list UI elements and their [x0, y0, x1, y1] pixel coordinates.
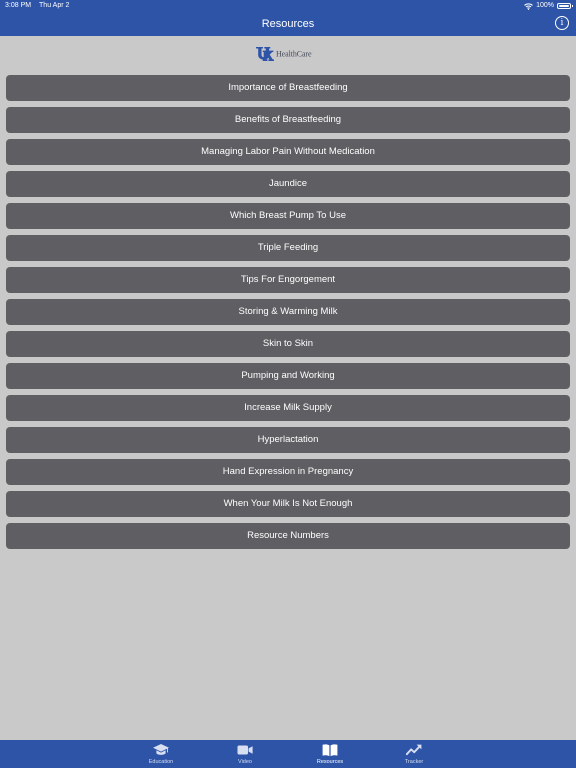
resource-item[interactable]: When Your Milk Is Not Enough — [6, 491, 570, 517]
video-camera-icon — [237, 743, 253, 757]
tab-label: Video — [238, 759, 252, 765]
status-left — [5, 0, 69, 12]
resource-item[interactable]: Jaundice — [6, 171, 570, 197]
tab-label: Tracker — [404, 759, 424, 765]
resource-list — [6, 75, 570, 555]
tab-video[interactable] — [215, 740, 275, 768]
logo-text: HealthCare. — [276, 49, 313, 59]
resource-item[interactable]: Hand Expression in Pregnancy — [6, 459, 570, 485]
resource-item[interactable]: Tips For Engorgement — [6, 267, 570, 293]
status-time: 3:08 PM — [5, 2, 32, 9]
resource-item[interactable]: Importance of Breastfeeding — [6, 75, 570, 101]
page-title: Resources — [261, 18, 315, 30]
status-date: Thu Apr 2 — [39, 2, 70, 9]
tab-bar — [0, 740, 576, 768]
resource-item[interactable]: Storing & Warming Milk — [6, 299, 570, 325]
graduation-cap-icon — [153, 743, 169, 757]
resource-item[interactable]: Hyperlactation — [6, 427, 570, 453]
battery-percent: 100% — [536, 2, 554, 9]
resource-item[interactable]: Skin to Skin — [6, 331, 570, 357]
tab-label: Resources — [316, 759, 344, 765]
status-bar — [0, 0, 576, 12]
tab-education[interactable] — [131, 740, 191, 768]
uk-healthcare-logo — [256, 47, 312, 61]
trend-arrow-icon — [406, 743, 422, 757]
resource-item[interactable]: Resource Numbers — [6, 523, 570, 549]
status-right — [524, 0, 571, 12]
resource-item[interactable]: Pumping and Working — [6, 363, 570, 389]
resource-item[interactable]: Increase Milk Supply — [6, 395, 570, 421]
tab-label: Education — [148, 759, 174, 765]
uk-logo-icon — [256, 47, 274, 61]
nav-bar — [0, 12, 576, 36]
resource-item[interactable]: Triple Feeding — [6, 235, 570, 261]
resource-item[interactable]: Managing Labor Pain Without Medication — [6, 139, 570, 165]
wifi-icon — [524, 3, 533, 10]
tab-tracker[interactable] — [384, 740, 444, 768]
resource-item[interactable]: Which Breast Pump To Use — [6, 203, 570, 229]
tab-resources[interactable] — [300, 740, 360, 768]
open-book-icon — [322, 743, 338, 757]
info-icon[interactable]: i — [555, 16, 569, 30]
resource-item[interactable]: Benefits of Breastfeeding — [6, 107, 570, 133]
battery-icon — [557, 3, 571, 9]
